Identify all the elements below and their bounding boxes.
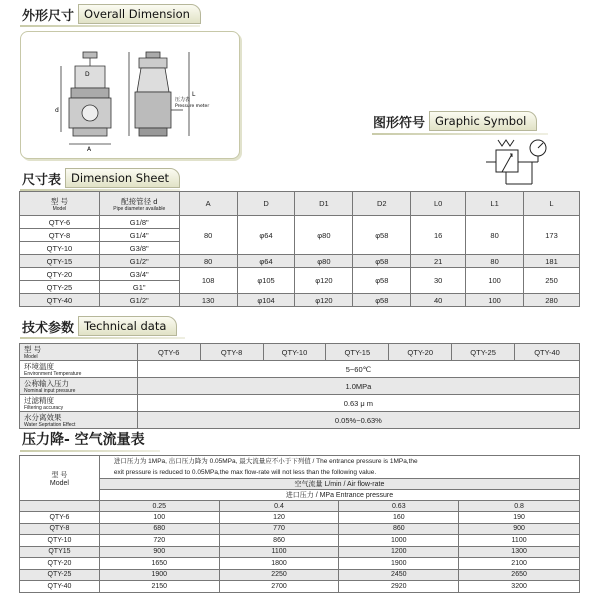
cell-value: 1100 [219, 546, 339, 558]
table-row [20, 294, 580, 307]
cell-pipe: G1/8" [99, 216, 179, 229]
cell-value: φ58 [353, 216, 411, 255]
header-model: 型 号 Model [20, 344, 138, 361]
cell-model: QTY-25 [20, 569, 100, 581]
pressure-value: 0.8 [459, 501, 580, 512]
row-label: 过滤精度 Filtering accuracy [20, 395, 138, 412]
pressure-value: 0.4 [219, 501, 339, 512]
cell-value: 1900 [99, 569, 219, 581]
cell-pipe: G1" [99, 281, 179, 294]
cell-value: 2700 [219, 581, 339, 593]
table-row [20, 535, 580, 547]
cell-value: 1100 [459, 535, 580, 547]
cell-value: 1000 [339, 535, 459, 547]
pressure-meter-en: Pressure meter [175, 104, 210, 109]
cell-value: 900 [459, 523, 580, 535]
cell-pipe: G1/4" [99, 229, 179, 242]
cell-value: 80 [466, 255, 524, 268]
header-col: QTY-40 [515, 344, 580, 361]
cell-value: 2920 [339, 581, 459, 593]
cell-model: QTY-40 [20, 581, 100, 593]
cell-value: 770 [219, 523, 339, 535]
note-row [20, 456, 580, 479]
header-col: QTY-20 [389, 344, 452, 361]
header-col: D2 [353, 192, 411, 216]
cell-value: 190 [459, 512, 580, 524]
cell-value: φ120 [295, 294, 353, 307]
regulator-drawing [21, 32, 239, 158]
cell-pipe: G1/2" [99, 255, 179, 268]
table-row [20, 523, 580, 535]
table-row [20, 546, 580, 558]
cell-value: 2100 [459, 558, 580, 570]
cell-model: QTY-40 [20, 294, 100, 307]
cell-model: QTY-8 [20, 523, 100, 535]
header-underline [20, 450, 160, 452]
header-col: QTY-6 [137, 344, 200, 361]
cell-value: 2250 [219, 569, 339, 581]
cell-value: 100 [99, 512, 219, 524]
cell-value: 80 [179, 216, 237, 255]
header-col: QTY-10 [263, 344, 326, 361]
header-col: A [179, 192, 237, 216]
cell-value: 680 [99, 523, 219, 535]
overall-dimension-drawing [20, 31, 240, 159]
technical-table [19, 343, 580, 429]
header-col: D [237, 192, 295, 216]
cell-value: 80 [179, 255, 237, 268]
section-header-tech [22, 315, 177, 337]
cell-value: φ64 [237, 216, 295, 255]
header-underline [372, 133, 548, 135]
cell-value: 5~60℃ [137, 361, 579, 378]
cell-value: φ104 [237, 294, 295, 307]
label-A: A [87, 146, 92, 153]
header-col: L0 [411, 192, 466, 216]
table-row [20, 558, 580, 570]
cell-value: 30 [411, 268, 466, 294]
row-label: 环境温度 Environment Temperature [20, 361, 138, 378]
cell-model: QTY-10 [20, 242, 100, 255]
cell-model: QTY-6 [20, 216, 100, 229]
pressure-value: 0.25 [99, 501, 219, 512]
table-header-row [20, 344, 580, 361]
section-title-en: Dimension Sheet [65, 168, 180, 188]
cell-value: φ120 [295, 268, 353, 294]
cell-value: 2450 [339, 569, 459, 581]
section-header-symbol [373, 110, 537, 132]
cell-model: QTY-25 [20, 281, 100, 294]
label-d: d [55, 107, 59, 114]
section-header-sheet [22, 167, 180, 189]
cell-model: QTY-8 [20, 229, 100, 242]
cell-value: φ58 [353, 255, 411, 268]
cell-value: φ80 [295, 216, 353, 255]
header-model: 型 号 Model [20, 192, 100, 216]
cell-pipe: G3/8" [99, 242, 179, 255]
cell-value: 173 [524, 216, 580, 255]
pressure-header-row [20, 490, 580, 501]
cell-value: 108 [179, 268, 237, 294]
cell-value: 1800 [219, 558, 339, 570]
cell-model: QTY-20 [20, 268, 100, 281]
table-row [20, 412, 580, 429]
section-title-cn: 尺寸表 [22, 172, 62, 188]
cell-value: 181 [524, 255, 580, 268]
label-L: L [192, 91, 196, 98]
cell-value: 21 [411, 255, 466, 268]
cell-value: 130 [179, 294, 237, 307]
flow-header-row [20, 479, 580, 490]
section-title-cn: 压力降- 空气流量表 [22, 432, 145, 448]
section-title-en: Graphic Symbol [429, 111, 537, 131]
section-title-cn: 外形尺寸 [22, 8, 75, 24]
cell-value: 160 [339, 512, 459, 524]
cell-pipe: G1/2" [99, 294, 179, 307]
cell-value: 2150 [99, 581, 219, 593]
section-header-overall [22, 3, 201, 25]
header-model: 型 号 Model [20, 456, 100, 501]
row-label: 水分离效果 Water Seprtation Effect [20, 412, 138, 429]
pressure-value: 0.63 [339, 501, 459, 512]
table-row [20, 255, 580, 268]
cell-value: 250 [524, 268, 580, 294]
cell-value: 900 [99, 546, 219, 558]
cell-value: 860 [219, 535, 339, 547]
cell-value: 860 [339, 523, 459, 535]
cell-value: φ105 [237, 268, 295, 294]
pressure-values-row [20, 501, 580, 512]
cell-value: φ64 [237, 255, 295, 268]
row-label: 公称输入压力 Nominal input pressure [20, 378, 138, 395]
section-title-en: Overall Dimension [78, 4, 201, 24]
header-pipe: 配接管径 d Pipe diameter available [99, 192, 179, 216]
cell-model: QTY-6 [20, 512, 100, 524]
cell-value: 3200 [459, 581, 580, 593]
table-row [20, 512, 580, 524]
cell-model: QTY-10 [20, 535, 100, 547]
label-D: D [85, 71, 90, 78]
header-col: QTY-25 [452, 344, 515, 361]
cell-value: 80 [466, 216, 524, 255]
cell-value: 120 [219, 512, 339, 524]
table-row [20, 395, 580, 412]
header-underline [20, 337, 185, 339]
cell-value: 720 [99, 535, 219, 547]
cell-pipe: G3/4" [99, 268, 179, 281]
cell-value: 40 [411, 294, 466, 307]
table-row [20, 216, 580, 229]
cell-value: 1300 [459, 546, 580, 558]
cell-value: 100 [466, 268, 524, 294]
section-title-en: Technical data [78, 316, 177, 336]
flow-note: 进口压力为 1MPa, 出口压力降为 0.05MPa, 最大流量应不小于下列值 / The entrance pressure is 1MPa,the exit pressure is reduced to 0.05MPa,the max flow-rate will not less than the following value. [99, 456, 579, 479]
header-col: L [524, 192, 580, 216]
cell-value: 1650 [99, 558, 219, 570]
table-row [20, 361, 580, 378]
table-header-row [20, 192, 580, 216]
cell-value: 280 [524, 294, 580, 307]
cell-value: φ58 [353, 294, 411, 307]
header-col: QTY-8 [200, 344, 263, 361]
flow-table [19, 455, 580, 593]
cell-value: 1200 [339, 546, 459, 558]
section-title-cn: 图形符号 [373, 115, 426, 131]
cell-value: 16 [411, 216, 466, 255]
table-row [20, 378, 580, 395]
header-underline [20, 25, 200, 27]
cell-model: QTY-20 [20, 558, 100, 570]
section-header-flow [22, 428, 149, 450]
header-col: QTY-15 [326, 344, 389, 361]
graphic-symbol [482, 136, 552, 192]
pressure-header: 进口压力 / MPa Entrance pressure [99, 490, 579, 501]
cell-value: 0.63 μ m [137, 395, 579, 412]
cell-model: QTY15 [20, 546, 100, 558]
cell-value: 1900 [339, 558, 459, 570]
cell-value: 1.0MPa [137, 378, 579, 395]
pressure-meter-cn: 压力表 [175, 97, 191, 103]
header-col: L1 [466, 192, 524, 216]
cell-value: φ58 [353, 268, 411, 294]
cell-value: φ80 [295, 255, 353, 268]
cell-model: QTY-15 [20, 255, 100, 268]
table-row [20, 569, 580, 581]
table-row [20, 581, 580, 593]
header-col: D1 [295, 192, 353, 216]
cell-value: 100 [466, 294, 524, 307]
flow-rate-header: 空气流量 L/min / Air flow-rate [99, 479, 579, 490]
section-title-cn: 技术参数 [22, 320, 75, 336]
cell-value: 0.05%~0.63% [137, 412, 579, 429]
cell-value: 2650 [459, 569, 580, 581]
dimension-table [19, 191, 580, 307]
table-row [20, 268, 580, 281]
